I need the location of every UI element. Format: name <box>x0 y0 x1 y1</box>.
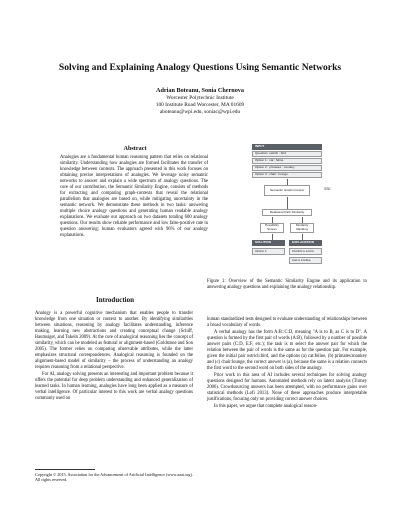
left-column <box>35 311 193 403</box>
paragraph: For AI, analogy solving presents an interesting and important problem because it offers the potential for deep problem understanding and enhanced generalization of learned tasks. In human learning, analogies have long been applied as a measure of verbal intelligence. Of particular interest to this work are verbal analogy questions commonly used on <box>35 372 193 401</box>
paragraph: Prior work in this area of AI includes several techniques for solving analogy questions designed for humans. Automated methods rely on latent analysis (Turney 2006). Crowdsourcing answers has been attempted, with no performance gains over statistical methods (Lofi 2013). None of these approaches produce interpretable justifications, focusing only on providing correct answer choices. <box>207 373 367 402</box>
figure-arrow <box>287 197 288 209</box>
paper-title: Solving and Explaining Analogy Questions Using Semantic Networks <box>58 62 342 73</box>
figure-sse-label: SSE <box>324 187 331 191</box>
footnote-rule <box>35 469 95 470</box>
figure-explanation-header: EXPLANATION <box>289 240 322 246</box>
figure-explanation-line: Ostrich is a bird <box>289 248 322 255</box>
figure-caption: Figure 1: Overview of the Semantic Similarity Engine and its application to answering analogy questions and explaining the analogy relationship. <box>207 279 367 290</box>
figure-possibility-box: Possibility Scores <box>260 223 284 233</box>
introduction-heading: Introduction <box>96 296 134 304</box>
paragraph: Analogy is a powerful cognitive mechanism that enables people to transfer knowledge from one situation or context to another. By identifying similarities between situations, reasoning by analogy facilitates understanding, inference making, learning new abstractions and creating conceptual change (Schiff, Baumsiger, and Tokeln 2009). At the core of analogical reasoning lies the concept of similarity, which can be modeled as featural or alignment-based (Goldstone and Son 2005). The former relies on comparing observable attributes, while the latter emphasizes structural correspondences. Analogical reasoning is founded on the alignment-based model of similarity – the process of understanding an analogy requires reasoning from a relational perspective. <box>35 311 193 370</box>
paragraph: In this paper, we argue that complete analogical reason- <box>214 404 318 409</box>
figure-solution-answer: Option 1 <box>252 248 285 255</box>
figure-input-header: INPUT <box>252 144 322 150</box>
paragraph: human standardized tests designed to evaluate understanding of relationships between a broad vocabulary of words. <box>207 317 367 328</box>
right-column <box>207 317 367 411</box>
paragraph: A verbal analogy has the form A:B::C:D, meaning "A is to B, as C is to D". A question is formed by the first pair of words (A:B), followed by a number of possible answer pairs (C:D, E:F, etc.); the task is to select the answer pair for which the relation between the pair of words is the same as for the question pair. For example, given the initial pair ostrich:bird, and the options (a) cat:feline, (b) primates:monkey and (c) chair:lounge, the correct answer is (a), because the same is a relation connects the first word to the second word on both sides of the analogy. <box>207 330 367 371</box>
figure-option-box: Option 3 : chair : lounge <box>252 172 322 178</box>
affiliation-line: Worcester Polytechnic Institute <box>166 95 234 101</box>
paper-authors: Adrian Boteanu, Sonia Chernova <box>155 87 244 94</box>
figure-relational-box: Relational Path Similarity <box>262 209 312 216</box>
affiliation-line: 100 Institute Road Worcester, MA 01609 <box>155 102 245 108</box>
figure-graph-context-box: Semantic Graph-Context <box>264 185 310 196</box>
figure-question-box: Question: ostrich : bird <box>252 151 322 157</box>
figure-solution-header: SOLUTION <box>252 240 285 246</box>
figure-option-box: Option 2 : primates : monkey <box>252 165 322 171</box>
figure-option-box: Option 1 : cat : feline <box>252 158 322 164</box>
figure-explanation-line: Cat is a feline <box>289 257 322 264</box>
affiliation-line: aboteanu@wpi.edu, soniac@wpi.edu <box>159 109 241 115</box>
abstract-text: Analogies are a fundamental human reasoning pattern that relies on relational similarity. Understanding how analogies are formed facilitates the transfer of knowledge between contexts. The approach presented in this work focuses on obtaining precise interpretations of analogies. We leverage noisy semantic networks to answer and explain a wide spectrum of analogy questions. The core of our contribution, the Semantic Similarity Engine, consists of methods for extracting and comparing graph-contexts that reveal the relational parallelism that analogies are based on, while mitigating uncertainty in the semantic network. We demonstrate these methods in two tasks: answering multiple choice analogy questions and generating human readable analogy explanations. We evaluate our approach on two datasets totaling 600 analogy questions. Our results show reliable performance and low false-positive rate in question answering; human evaluators agreed with 96% of our analogy explanations. <box>60 155 208 238</box>
figure-similarity-box: Similarity Ranking <box>290 223 314 233</box>
copyright-footnote: Copyright © 2015, Association for the Advancement of Artificial Intelligence (www.aaai.org). All rights reserved. <box>35 472 193 483</box>
abstract-heading: Abstract <box>123 145 147 152</box>
figure-diagram <box>206 142 366 276</box>
